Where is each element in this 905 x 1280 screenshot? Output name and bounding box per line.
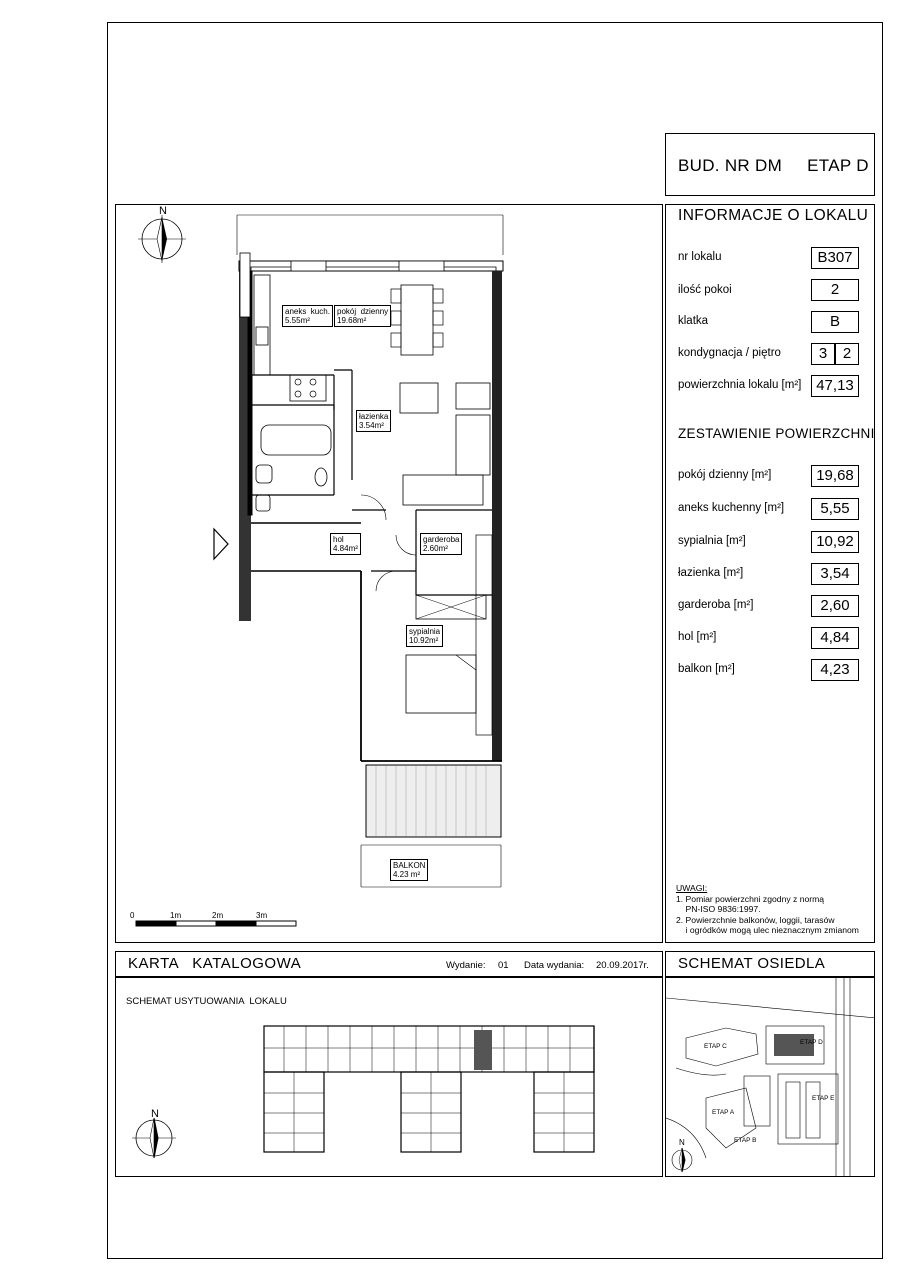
room-name: hol <box>333 535 344 544</box>
scale-label-3: 3m <box>256 911 268 920</box>
data-wydania-value: 20.09.2017r. <box>596 960 649 971</box>
info-value-kondygnacja: 3 <box>811 343 835 365</box>
room-area: 2.60m² <box>423 544 448 553</box>
info-value-pietro: 2 <box>835 343 859 365</box>
summary-value: 19,68 <box>811 465 859 487</box>
room-area: 3.54m² <box>359 421 384 430</box>
north-arrow-icon <box>672 1148 692 1172</box>
building-header <box>665 133 875 196</box>
etap-b-label: ETAP B <box>734 1137 757 1144</box>
info-panel <box>665 204 875 943</box>
notes-title: UWAGI: <box>676 883 708 893</box>
room-label-aneks <box>282 305 333 327</box>
summary-value: 10,92 <box>811 531 859 553</box>
info-label: klatka <box>678 315 709 327</box>
estate-scheme-header <box>665 951 875 977</box>
info-value: B307 <box>811 247 859 269</box>
summary-label: hol [m²] <box>678 631 717 643</box>
room-area: 4.84m² <box>333 544 358 553</box>
notes-line: PN-ISO 9836:1997. <box>676 904 761 914</box>
summary-value: 3,54 <box>811 563 859 585</box>
info-label: ilość pokoi <box>678 284 732 296</box>
summary-label: sypialnia [m²] <box>678 535 746 547</box>
location-scheme-panel <box>115 977 663 1177</box>
highlighted-unit <box>474 1030 492 1070</box>
room-label-garderoba <box>420 533 462 555</box>
etap-d-label: ETAP D <box>800 1039 823 1046</box>
room-label-balkon <box>390 859 428 881</box>
room-name: garderoba <box>423 535 460 544</box>
summary-value: 5,55 <box>811 498 859 520</box>
scale-label-1: 1m <box>170 911 182 920</box>
summary-label: aneks kuchenny [m²] <box>678 502 785 514</box>
info-value: B <box>811 311 859 333</box>
location-north-label: N <box>151 1108 159 1120</box>
scale-label-2: 2m <box>212 911 224 920</box>
summary-label: balkon [m²] <box>678 663 735 675</box>
notes <box>676 883 859 936</box>
notes-line: 1. Pomiar powierzchni zgodny z normą <box>676 893 825 904</box>
room-name: łazienka <box>359 412 389 421</box>
estate-scheme-title: SCHEMAT OSIEDLA <box>678 955 826 972</box>
room-name: BALKON <box>393 861 426 870</box>
estate-map-drawing <box>666 978 875 1177</box>
summary-title: ZESTAWIENIE POWIERZCHNI <box>678 426 875 441</box>
notes-line: i ogródków mogą ulec nieznacznym zmianom <box>676 925 859 935</box>
data-wydania-label: Data wydania: <box>524 960 585 971</box>
north-arrow-icon <box>132 1118 176 1158</box>
building-title: BUD. NR DM ETAP D <box>678 156 869 175</box>
scale-bar <box>136 921 296 926</box>
room-label-pokoj <box>334 305 391 327</box>
estate-scheme-panel <box>665 977 875 1177</box>
summary-value: 4,84 <box>811 627 859 649</box>
info-label: kondygnacja / piętro <box>678 347 781 359</box>
wydanie-label: Wydanie: <box>446 960 486 971</box>
summary-label: garderoba [m²] <box>678 599 754 611</box>
room-label-sypialnia <box>406 625 443 647</box>
scale-label-0: 0 <box>130 911 135 920</box>
summary-label: łazienka [m²] <box>678 567 744 579</box>
north-arrow-icon <box>138 215 186 263</box>
summary-value: 2,60 <box>811 595 859 617</box>
location-scheme-title: SCHEMAT USYTUOWANIA LOKALU <box>126 996 287 1007</box>
karta-header <box>115 951 663 977</box>
room-name: sypialnia <box>409 627 441 636</box>
notes-line: 2. Powierzchnie balkonów, loggii, tarasów <box>676 914 835 925</box>
room-area: 19.68m² <box>337 316 367 325</box>
room-name: pokój dzienny <box>337 307 389 316</box>
room-name: aneks kuch. <box>285 307 330 316</box>
info-value: 2 <box>811 279 859 301</box>
room-area: 5.55m² <box>285 316 310 325</box>
floor-plan-panel <box>115 204 663 943</box>
info-value: 47,13 <box>811 375 859 397</box>
info-title: INFORMACJE O LOKALU <box>678 207 869 224</box>
summary-label: pokój dzienny [m²] <box>678 469 772 481</box>
room-area: 10.92m² <box>409 636 439 645</box>
building-layout-drawing <box>116 978 664 1178</box>
summary-value: 4,23 <box>811 659 859 681</box>
estate-north-label: N <box>679 1138 685 1147</box>
room-area: 4.23 m² <box>393 870 421 879</box>
room-label-lazienka <box>356 410 391 432</box>
info-label: nr lokalu <box>678 251 722 263</box>
karta-title: KARTA KATALOGOWA <box>128 955 302 972</box>
info-label: powierzchnia lokalu [m²] <box>678 379 802 391</box>
room-label-hol <box>330 533 361 555</box>
etap-c-label: ETAP C <box>704 1043 727 1050</box>
plan-north-label: N <box>159 205 167 217</box>
wydanie-value: 01 <box>498 960 509 971</box>
etap-a-label: ETAP A <box>712 1109 735 1116</box>
etap-e-label: ETAP E <box>812 1095 835 1102</box>
